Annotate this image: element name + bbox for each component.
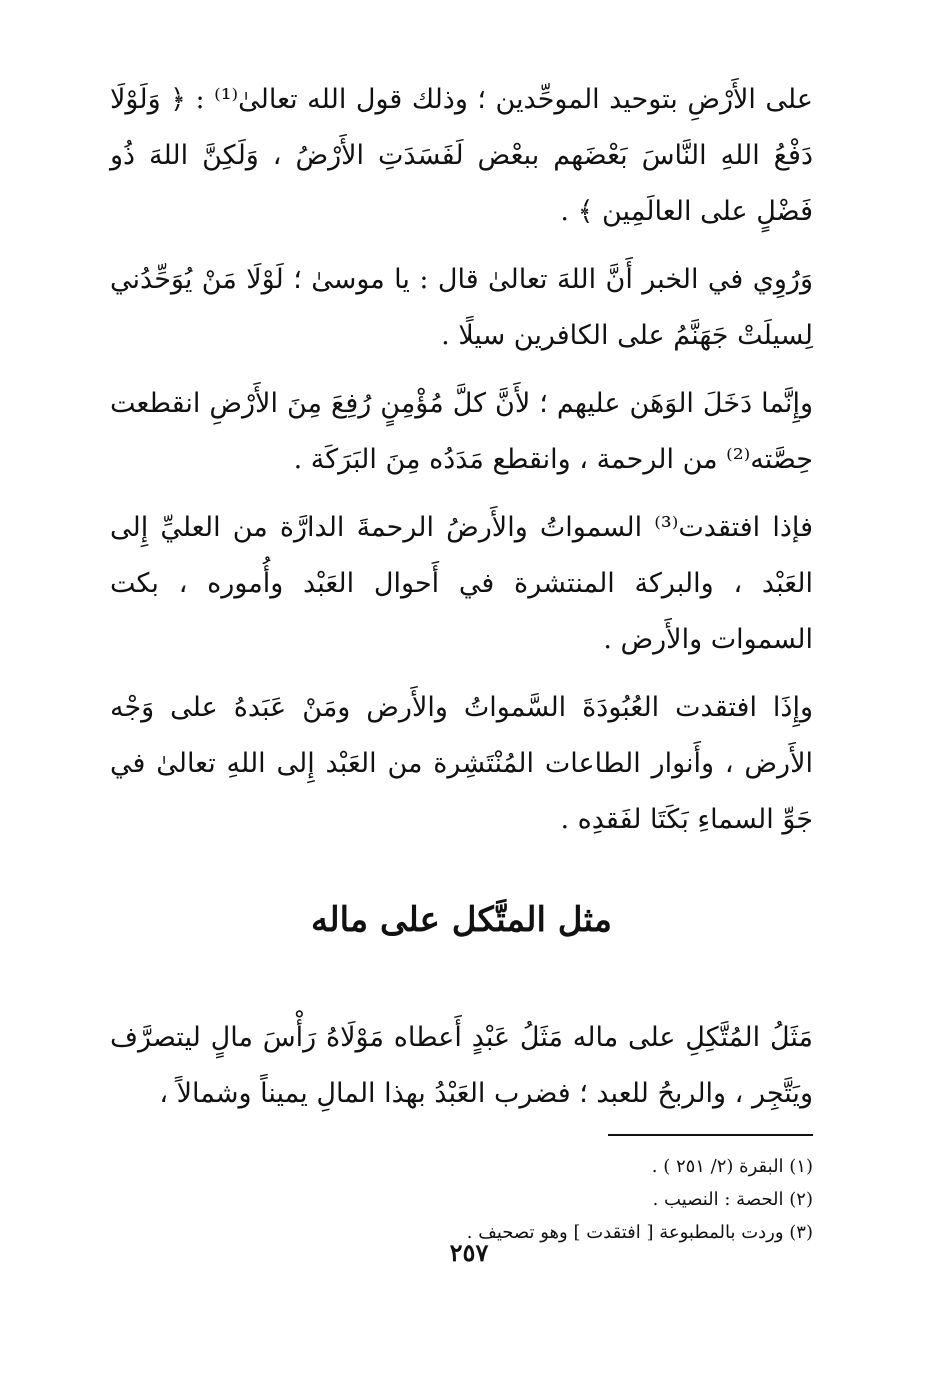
footnote-2: (٢) الحصة : النصيب . [652, 1189, 813, 1210]
section-paragraph-1: مَثَلُ المُتَّكِلِ على ماله مَثَلُ عَبْدٍ أَعطاه مَوْلَاهُ رَأْسَ مالٍ ليتصرَّف ويَتَّجِر ، والربحُ للعبد ؛ فضرب العَبْدُ بهذا المالِ يميناً وشمالاً ، [110, 1022, 813, 1109]
footnote-separator [608, 1134, 813, 1136]
paragraph-2: وَرُوِي في الخبر أَنَّ اللهَ تعالىٰ قال : يا موسىٰ ؛ لَوْلَا مَنْ يُوَحِّدُني لِسيلَتْ جَهَنَّمُ على الكافرين سيلًا . [110, 264, 813, 351]
paragraph-4: فإذا افتقدت⁽³⁾ السمواتُ والأَرضُ الرحمةَ الدارَّة من العليِّ إِلى العَبْد ، والبركة المنتشرة في أَحوال العَبْد وأُموره ، بكت السموات والأَرض . [110, 512, 813, 655]
footnote-3: (٣) وردت بالمطبوعة [ افتقدت ] وهو تصحيف . [466, 1222, 813, 1243]
paragraph-1: على الأَرْضِ بتوحيد الموحِّدين ؛ وذلك قول الله تعالىٰ⁽¹⁾ : ﴿ وَلَوْلَا دَفْعُ اللهِ النَّاسَ بَعْضَهم ببعْض لَفَسَدَتِ الأَرْضُ ، وَلَكِنَّ اللهَ ذُو فَضْلٍ على العالَمِين ﴾ . [110, 84, 813, 227]
footnote-1: (١) البقرة (٢/ ٢٥١ ) . [651, 1156, 813, 1177]
page-number: ٢٥٧ [449, 1238, 489, 1267]
section-title: مثل المتَّكل على ماله [310, 900, 613, 940]
book-page [110, 72, 813, 1322]
footnotes [110, 1150, 813, 1249]
paragraph-3: وإِنَّما دَخَلَ الوَهَن عليهم ؛ لأَنَّ كلَّ مُؤْمِنٍ رُفِعَ مِنَ الأَرْضِ انقطعت حِصَّته⁽²⁾ من الرحمة ، وانقطع مَدَدُه مِنَ البَرَكَة . [110, 388, 813, 475]
paragraph-5: وإِذَا افتقدت العُبُودَةَ السَّمواتُ والأَرض ومَنْ عَبَدهُ على وَجْه الأَرض ، وأَنوار الطاعات المُنْتَشِرة من العَبْد إِلى اللهِ تعالىٰ في جَوِّ السماءِ بَكَتَا لفَقدِه . [110, 692, 813, 835]
